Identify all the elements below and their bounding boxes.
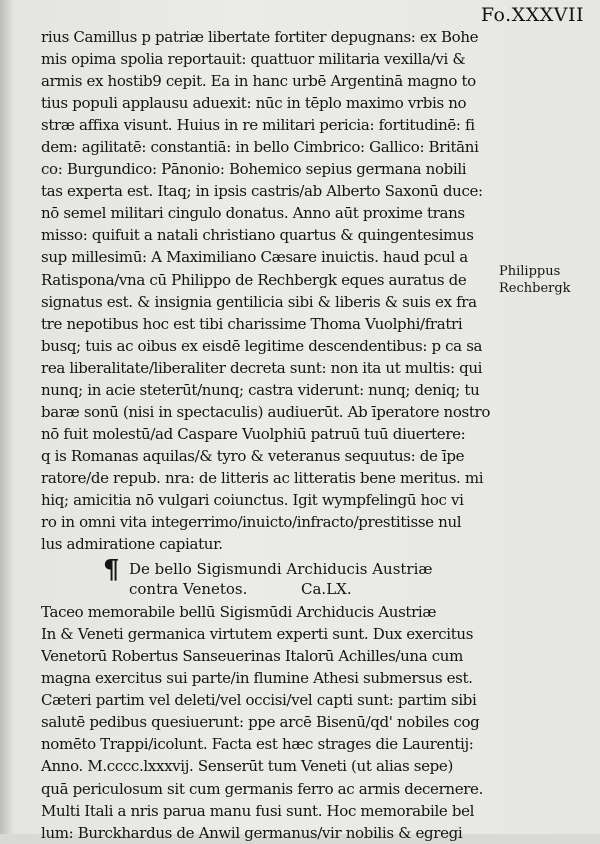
heading-title-line1: De bello Sigismundi Archiducis Austriæ	[129, 560, 433, 579]
folio-number: Fo.XXXVII	[480, 4, 584, 26]
text-line: lus admiratione capiatur.	[41, 535, 223, 554]
text-line: Anno. M.cccc.lxxxvij. Senserūt tum Veneti (ut alias sepe)	[41, 757, 453, 776]
text-line: lum: Burckhardus de Anwil germanus/vir nobilis & egregi	[41, 823, 463, 842]
text-line: tre nepotibus hoc est tibi charissime Thoma Vuolphi/fratri	[41, 314, 463, 333]
text-line: nunq; in acie steterūt/nunq; castra viderunt: nunq; deniq; tu	[41, 380, 480, 399]
text-line: Multi Itali a nris parua manu fusi sunt. Hoc memorabile bel	[41, 801, 475, 820]
text-line: dem: agilitatē: constantiā: in bello Cimbrico: Gallico: Britāni	[41, 138, 479, 157]
text-line: co: Burgundico: Pānonio: Bohemico sepius germana nobili	[41, 160, 467, 179]
text-line: Venetorū Robertus Sanseuerinas Italorū Achilles/una cum	[41, 647, 463, 666]
text-line: signatus est. & insignia gentilicia sibi & liberis & suis ex fra	[41, 292, 477, 311]
text-line: nomēto Trappi/icolunt. Facta est hæc strages die Laurentij:	[41, 735, 474, 754]
chapter-number: Ca.LX.	[301, 580, 352, 599]
text-line: ro in omni vita integerrimo/inuicto/infracto/prestitisse nul	[41, 513, 462, 532]
text-line: ratore/de repub. nra: de litteris ac litteratis bene meritus. mi	[41, 468, 484, 487]
text-line: hiq; amicitia nō vulgari coiunctus. Igit wympfelingū hoc vi	[41, 490, 464, 509]
text-line: Taceo memorabile bellū Sigismūdi Archiducis Austriæ	[41, 603, 437, 622]
text-line: misso: quifuit a natali christiano quartus & quingentesimus	[41, 226, 474, 245]
text-line: stræ affixa visunt. Huius in re militari pericia: fortitudinē: fi	[41, 116, 475, 135]
marginal-note	[499, 263, 571, 297]
text-line: salutē pedibus quesiuerunt: ppe arcē Bisenū/qd' nobiles cog	[41, 713, 480, 732]
chapter-heading	[41, 557, 501, 599]
main-text-block	[41, 26, 501, 844]
text-line: rea liberalitate/liberaliter decreta sunt: non ita ut multis: qui	[41, 358, 483, 377]
text-line: q is Romanas aquilas/& tyro & veteranus sequutus: de īpe	[41, 446, 465, 465]
text-line: tas experta est. Itaq; in ipsis castris/ab Alberto Saxonū duce:	[41, 182, 483, 201]
text-line: baræ sonū (nisi in spectaculis) audiuerūt. Ab īperatore nostro	[41, 402, 491, 421]
text-line: nō semel militari cingulo donatus. Anno aūt proxime trans	[41, 204, 465, 223]
text-line: Ratispona/vna cū Philippo de Rechbergk eques auratus de	[41, 270, 467, 289]
text-line: sup millesimū: A Maximiliano Cæsare inuictis. haud pcul a	[41, 248, 468, 267]
marginal-note-line: Philippus	[499, 264, 561, 279]
text-line: quā periculosum sit cum germanis ferro ac armis decernere.	[41, 779, 484, 798]
text-line: mis opima spolia reportauit: quattuor militaria vexilla/vi &	[41, 50, 466, 69]
paragraph-war	[41, 601, 501, 844]
text-line: rius Camillus p patriæ libertate fortiter depugnans: ex Bohe	[41, 28, 479, 46]
text-line: busq; tuis ac oibus ex eisdē legitime descendentibus: p ca sa	[41, 336, 483, 355]
paragraph-biography	[41, 26, 501, 555]
text-line: magna exercitus sui parte/in flumine Athesi submersus est.	[41, 669, 473, 688]
pilcrow-icon: ¶	[103, 555, 120, 586]
marginal-note-line: Rechbergk	[499, 281, 571, 296]
text-line: In & Veneti germanica virtutem experti sunt. Dux exercitus	[41, 625, 474, 644]
heading-title-line2: contra Venetos.	[129, 580, 248, 599]
text-line: Cæteri partim vel deleti/vel occisi/vel capti sunt: partim sibi	[41, 691, 477, 710]
text-line: armis ex hostib9 cepit. Ea in hanc urbē Argentinā magno to	[41, 72, 476, 91]
text-line: nō fuit molestū/ad Caspare Vuolphiū patruū tuū diuertere:	[41, 424, 466, 443]
text-line: tius populi applausu aduexit: nūc in tēplo maximo vrbis no	[41, 94, 467, 113]
